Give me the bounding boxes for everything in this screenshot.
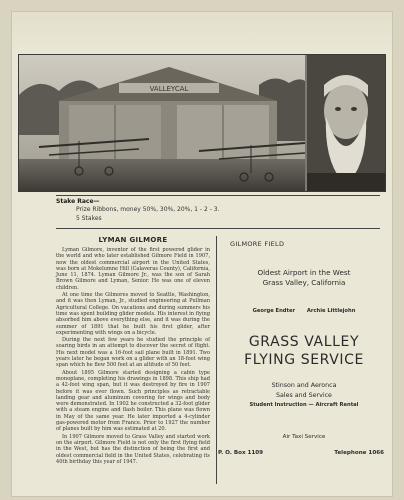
ad-location: Grass Valley, California: [262, 278, 346, 287]
ad-air-taxi: Air Taxi Service: [282, 434, 326, 440]
article-paragraph: At one time the Gilmores moved to Seattle, Washington, and it was then Lyman, Jr., studied engineering at Pullman Agricultural College. On vacations and during summers his time was spent building glider models. His interest in flying absorbed him above everything else, and it was during the summer of 1891 that he built his first glider, after experimenting with wings on a bicycle.: [56, 292, 210, 336]
article-heading: LYMAN GILMORE: [98, 236, 168, 244]
ad-sales-service: Sales and Service: [276, 392, 332, 399]
photo-collage: [18, 54, 386, 192]
divider-middle: [56, 228, 380, 229]
divider-top: [56, 195, 380, 196]
blank-top-margin: [12, 12, 392, 54]
article-paragraph: During the next few years he studied the principle of soaring birds in an attempt to discover the secret of flight. His next model was a 16-foot sail plane built in 1891. Two years later he began work on a glider with an 18-foot wing span which he flew 500 feet at an altitude of 50 feet.: [56, 337, 210, 369]
hangar-and-portrait-photo: [19, 55, 385, 191]
ad-instruction-rental: Student Instruction — Aircraft Rental: [249, 402, 359, 408]
stake-race-prizes: Prize Ribbons, money 50%, 30%, 20%, 1 - 2 - 3.: [76, 206, 220, 213]
ad-tagline: Oldest Airport in the West: [257, 268, 351, 277]
flying-service-advertisement: [218, 236, 384, 486]
stake-race-title: Stake Race—: [56, 198, 100, 205]
stake-race-entry: [56, 198, 376, 223]
ad-field-name: GILMORE FIELD: [230, 240, 285, 248]
ad-aircraft-brands: Stinson and Aeronca: [271, 382, 337, 389]
column-divider: [216, 236, 217, 484]
portrait-photo: [307, 55, 385, 191]
owner-name: Archie Littlejohn: [306, 308, 356, 314]
program-page: [12, 12, 392, 496]
ad-title-line-2: FLYING SERVICE: [244, 352, 364, 368]
ad-title-line-1: GRASS VALLEY: [248, 334, 360, 350]
hangar-sign: VALLEYCAL: [149, 85, 189, 93]
article-paragraph: Lyman Gilmore, inventor of the first powered glider in the world and who later established Gilmore Field in 1907, now the oldest commercial airport in the United States, was born at Mokelumne Hill (Calaveras County), California, June 11, 1874. Lyman Gilmore Jr., was the son of Sarah Brown Gilmore and Lyman, Senior. He was one of eleven children.: [56, 247, 210, 291]
ad-po-box: P. O. Box 1109: [218, 450, 264, 456]
article-column: [56, 236, 210, 484]
owner-name: George Endter: [252, 308, 296, 314]
article-paragraph: In 1907 Gilmore moved to Grass Valley and started work on the airport. Gilmore Field is not only the first flying field in the West, but has the distinction of being the first and oldest commercial field in the United States, celebrating its 40th birthday this year of 1947.: [56, 433, 210, 465]
stake-race-count: 5 Stakes: [76, 215, 102, 222]
ad-owner-names: [224, 308, 384, 314]
article-paragraph: About 1895 Gilmore started designing a cabin type monoplane, completing his drawings in 1898. This ship had a 42-foot wing span, but it was destroyed by fire in 1907 before it was ever flown. Such principles as retractable landing gear and aluminum covering for wings and body were demonstrated. In 1902 he constructed a 32-foot glider with a steam engine and flash boiler. This plane was flown in May of the same year. He later imported a 4-cylinder gas-powered motor from France. Prior to 1927 the number of planes built by him was estimated at 20.: [56, 369, 210, 433]
ad-telephone: Telephone 1066: [334, 450, 384, 456]
